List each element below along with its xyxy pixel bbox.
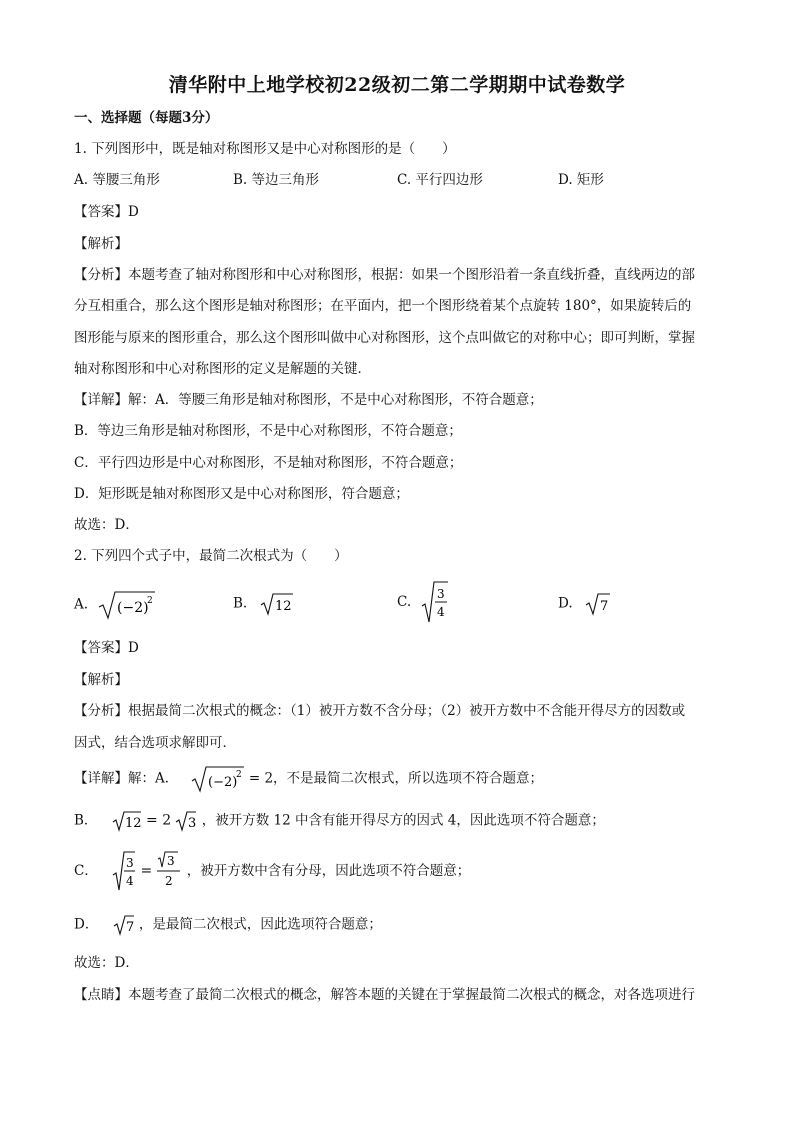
q2-option-a-label: A. [74,596,89,613]
q2-option-d-label: D. [558,595,573,612]
q1-detail-line: B．等边三角形是轴对称图形，不是中心对称图形，不符合题意； [74,423,462,439]
q1-detail-line: 【详解】解：A．等腰三角形是轴对称图形，不是中心对称图形，不符合题意； [74,392,543,408]
fraction [156,850,182,892]
sqrt-symbol [585,592,611,616]
sqrt-symbol [113,914,135,936]
q1-detail-line: C．平行四边形是中心对称图形，不是轴对称图形，不符合题意； [74,455,463,471]
q1-option-a: A. 等腰三角形 [74,172,160,188]
q2-conclusion: 故选：D． [74,955,139,971]
q1-analysis-line: 【分析】本题考查了轴对称图形和中心对称图形，根据：如果一个图形沿着一条直线折叠，直线两边的部 [74,267,695,283]
question-1-stem: 1. 下列图形中，既是轴对称图形又是中心对称图形的是（ ） [74,141,456,157]
q2-option-b [233,592,294,616]
q1-analysis-line: 分互相重合，那么这个图形是轴对称图形；在平面内，把一个图形绕着某个点旋转 180°，如果旋转后的 [74,298,692,314]
q2-detail-c-prefix: C． [74,863,98,879]
q2-detail-b [74,810,605,832]
q1-detail-line: D．矩形既是轴对称图形又是中心对称图形，符合题意； [74,486,409,502]
q2-detail-d [74,914,382,936]
q2-option-c [397,580,449,624]
q2-option-b-label: B. [233,595,248,612]
sqrt-symbol [175,810,197,832]
q2-answer: 【答案】D [74,640,139,656]
q1-option-c: C. 平行四边形 [397,172,483,188]
q2-detail-b-inner2: 3 [188,816,197,831]
q2-detail-d-inner: 7 [125,920,134,935]
q2-detail-a-exponent: 2 [235,770,242,780]
q2-detail-c-denominator2: 2 [165,874,174,888]
q2-detail-b-prefix: B． [74,812,98,829]
q2-detail-c-equals: = [140,863,153,879]
q2-detail-c-numerator2: 3 [167,854,176,868]
q1-analysis-line: 轴对称图形和中心对称图形的定义是解题的关键． [74,361,371,377]
q2-detail-b-inner: 12 [124,816,142,831]
q1-option-d: D. 矩形 [558,172,604,188]
page-title: 清华附中上地学校初22级初二第二学期期中试卷数学 [168,74,626,96]
sqrt-symbol [112,810,142,832]
sqrt-symbol [260,592,294,616]
q2-detail-a [74,765,543,793]
q2-detail-c-denominator: 4 [126,874,134,888]
q2-detail-a-rest: = 2，不是最简二次根式，所以选项不符合题意； [248,770,544,787]
question-2-stem: 2. 下列四个式子中，最简二次根式为（ ） [74,548,348,564]
q2-option-a [74,590,156,620]
q2-option-c-numerator: 3 [437,587,446,601]
q1-analysis-label: 【解析】 [74,236,128,252]
q2-analysis-line: 因式，结合选项求解即可． [74,735,236,751]
q2-detail-a-prefix: 【详解】解：A． [74,770,179,787]
section-heading: 一、选择题（每题3分） [74,110,219,126]
q2-dianjing: 【点睛】本题考查了最简二次根式的概念，解答本题的关键在于掌握最简二次根式的概念，对各选项进行 [74,987,695,1003]
q2-detail-d-prefix: D． [74,916,99,933]
q2-detail-c-rest: ，被开方数中含有分母，因此选项不符合题意； [186,863,471,879]
q2-option-a-inner: (−2) [117,600,149,616]
q2-detail-c-numerator: 3 [126,856,134,870]
sqrt-symbol [191,765,245,793]
q2-analysis-label: 【解析】 [74,672,128,688]
q1-conclusion: 故选：D． [74,517,139,533]
sqrt-symbol [98,590,156,620]
q2-analysis-line: 【分析】根据最简二次根式的概念：（1）被开方数不含分母；（2）被开方数中不含能开得尽方的因数或 [74,703,686,719]
q2-detail-d-rest: ，是最简二次根式，因此选项符合题意； [138,916,382,933]
q2-detail-c [74,850,470,892]
q2-option-b-inner: 12 [274,599,292,614]
q1-analysis-line: 图形能与原来的图形重合，那么这个图形叫做中心对称图形，这个点叫做它的对称中心；即可判断，掌握 [74,330,695,346]
q2-option-a-exponent: 2 [147,596,154,606]
q2-detail-b-equals: = 2 [146,812,172,829]
q2-option-c-denominator: 4 [437,605,446,619]
sqrt-symbol [421,580,449,624]
sqrt-symbol [112,850,136,892]
q1-option-b: B. 等边三角形 [233,172,320,188]
q2-option-d-inner: 7 [599,599,609,614]
q2-option-c-label: C. [397,594,412,610]
q2-detail-a-inner: (−2) [207,775,237,790]
q2-option-d [558,592,611,616]
q1-answer: 【答案】D [74,204,139,220]
q2-detail-b-rest: ，被开方数 12 中含有能开得尽方的因式 4，因此选项不符合题意； [201,812,605,829]
